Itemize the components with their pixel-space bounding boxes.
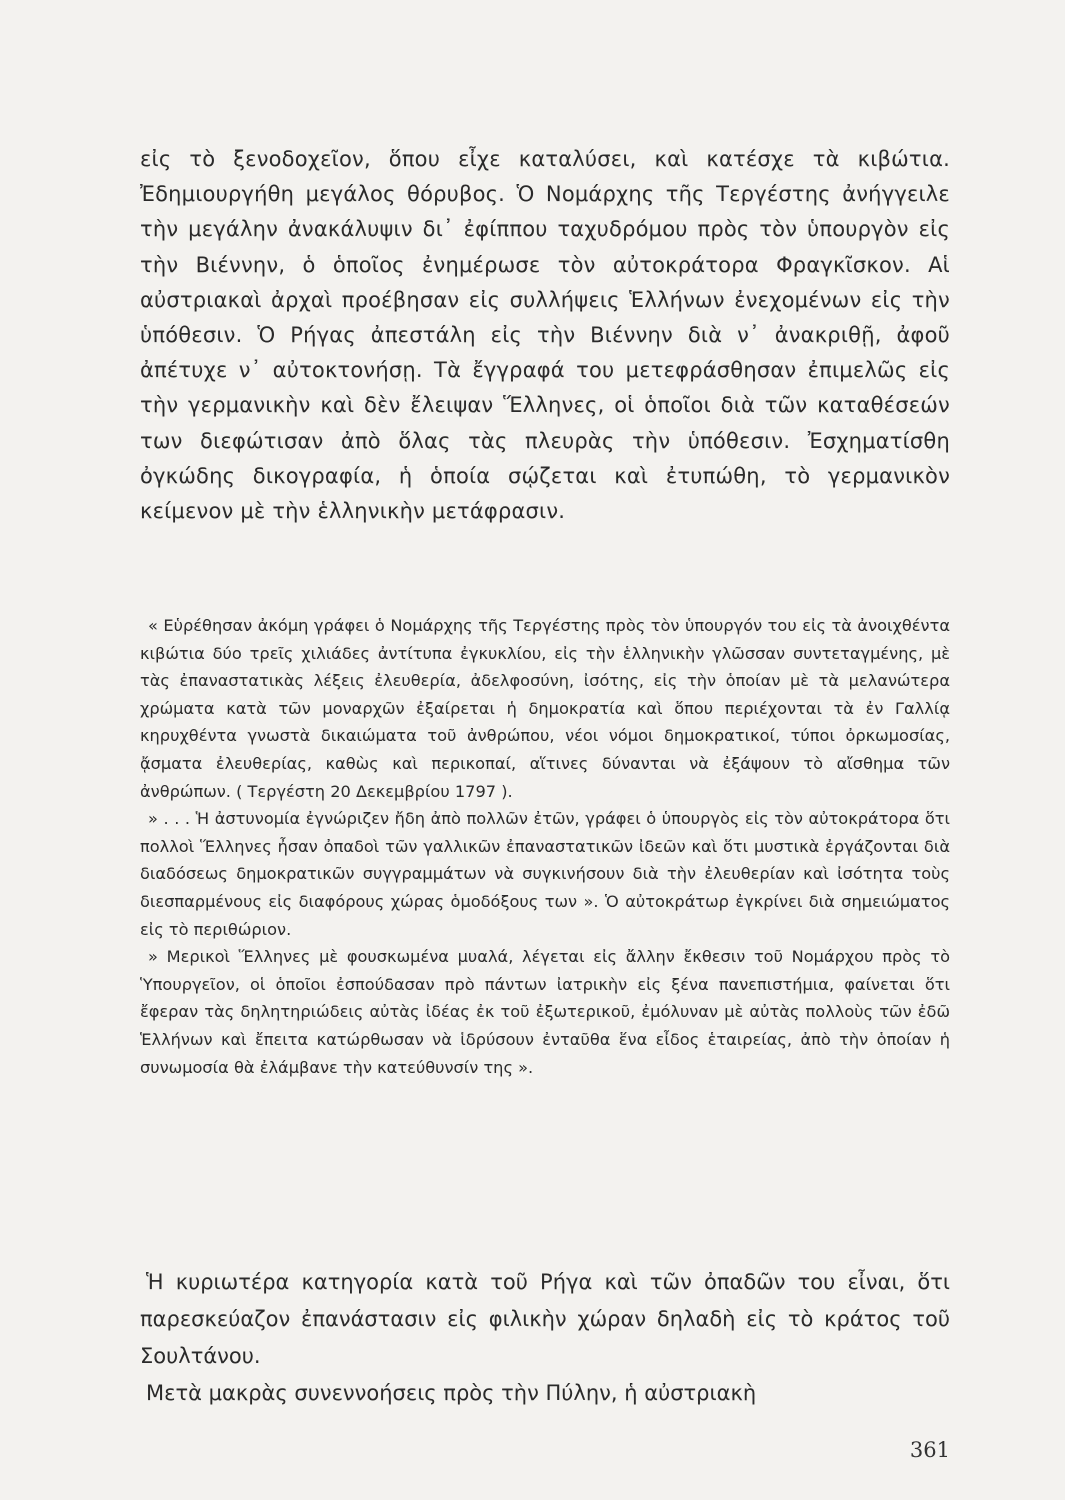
page-number: 361 (909, 1438, 950, 1462)
closing-paragraph-1: Ἡ κυριωτέρα κατηγορία κατὰ τοῦ Ρήγα καὶ τῶν ὀπαδῶν του εἶναι, ὅτι παρεσκεύαζον ἐπανάστασιν εἰς φιλικὴν χώραν δηλαδὴ εἰς τὸ κράτος τοῦ Σουλτάνου. (140, 1270, 950, 1368)
quotation-block (140, 612, 950, 1081)
quote-paragraph-2: » . . . Ἡ ἀστυνομία ἐγνώριζεν ἤδη ἀπὸ πολλῶν ἐτῶν, γράφει ὁ ὑπουργὸς εἰς τὸν αὐτοκράτορα ὅτι πολλοὶ Ἕλληνες ἦσαν ὀπαδοὶ τῶν γαλλικῶν ἐπαναστατικῶν ἰδεῶν καὶ ὅτι μυστικὰ ἐργάζονται διὰ διαδόσεως δημοκρατικῶν συγγραμμάτων νὰ συγκινήσουν διὰ τὴν ἐλευθερίαν καὶ ἰσότητα τοὺς διεσπαρμένους εἰς διαφόρους χώρας ὁμοδόξους των ». Ὁ αὐτοκράτωρ ἐγκρίνει διὰ σημειώματος εἰς τὸ περιθώριον. (140, 809, 950, 939)
closing-paragraph-2: Μετὰ μακρὰς συνεννοήσεις πρὸς τὴν Πύλην, ἡ αὐστριακὴ (146, 1381, 757, 1405)
quote-paragraph-3: » Μερικοὶ Ἕλληνες μὲ φουσκωμένα μυαλά, λέγεται εἰς ἄλλην ἔκθεσιν τοῦ Νομάρχου πρὸς τὸ Ὑπουργεῖον, οἱ ὁποῖοι ἐσπούδασαν πρὸ πάντων ἰατρικὴν εἰς ξένα πανεπιστήμια, φαίνεται ὅτι ἔφεραν τὰς δηλητηριώδεις αὐτὰς ἰδέας ἐκ τοῦ ἐξωτερικοῦ, ἐμόλυναν μὲ αὐτὰς πολλοὺς τῶν ἐδῶ Ἑλλήνων καὶ ἔπειτα κατώρθωσαν νὰ ἱδρύσουν ἐνταῦθα ἕνα εἶδος ἑταιρείας, ἀπὸ τὴν ὁποίαν ἡ συνωμοσία θὰ ἐλάμβανε τὴν κατεύθυνσίν της ». (140, 947, 950, 1077)
main-paragraph: εἰς τὸ ξενοδοχεῖον, ὅπου εἶχε καταλύσει, καὶ κατέσχε τὰ κιβώτια. Ἐδημιουργήθη μεγάλος θόρυβος. Ὁ Νομάρχης τῆς Τεργέστης ἀνήγγειλε τὴν μεγάλην ἀνακάλυψιν δι᾽ ἐφίππου ταχυδρόμου πρὸς τὸν ὑπουργὸν εἰς τὴν Βιέννην, ὁ ὁποῖος ἐνημέρωσε τὸν αὐτοκράτορα Φραγκῖσκον. Αἱ αὐστριακαὶ ἀρχαὶ προέβησαν εἰς συλλήψεις Ἑλλήνων ἐνεχομένων εἰς τὴν ὑπόθεσιν. Ὁ Ρήγας ἀπεστάλη εἰς τὴν Βιέννην διὰ ν᾽ ἀνακριθῇ, ἀφοῦ ἀπέτυχε ν᾽ αὐτοκτονήσῃ. Τὰ ἔγγραφά του μετεφράσθησαν ἐπιμελῶς εἰς τὴν γερμανικὴν καὶ δὲν ἔλειψαν Ἕλληνες, οἱ ὁποῖοι διὰ τῶν καταθέσεών των διεφώτισαν ἀπὸ ὅλας τὰς πλευρὰς τὴν ὑπόθεσιν. Ἐσχηματίσθη ὀγκώδης δικογραφία, ἡ ὁποία σῴζεται καὶ ἐτυπώθη, τὸ γερμανικὸν κείμενον μὲ τὴν ἑλληνικὴν μετάφρασιν. (140, 147, 950, 524)
quote-paragraph-1: « Εὑρέθησαν ἀκόμη γράφει ὁ Νομάρχης τῆς Τεργέστης πρὸς τὸν ὑπουργόν του εἰς τὰ ἀνοιχθέντα κιβώτια δύο τρεῖς χιλιάδες ἀντίτυπα ἐγκυκλίου, εἰς τὴν ἑλληνικὴν γλῶσσαν συντεταγμένης, μὲ τὰς ἐπαναστατικὰς λέξεις ἐλευθερία, ἀδελφοσύνη, ἰσότης, εἰς τὴν ὁποίαν μὲ τὰ μελανώτερα χρώματα κατὰ τῶν μοναρχῶν ἐξαίρεται ἡ δημοκρατία καὶ ὅπου περιέχονται τὰ ἐν Γαλλίᾳ κηρυχθέντα γνωστὰ δικαιώματα τοῦ ἀνθρώπου, νέοι νόμοι δημοκρατικοί, τύποι ὀρκωμοσίας, ᾄσματα ἐλευθερίας, καθὼς καὶ περικοπαί, αἵτινες δύνανται νὰ ἐξάψουν τὸ αἴσθημα τῶν ἀνθρώπων. ( Τεργέστη 20 Δεκεμβρίου 1797 ). (140, 616, 950, 801)
main-text-block (140, 142, 950, 529)
closing-text-block (140, 1264, 950, 1412)
